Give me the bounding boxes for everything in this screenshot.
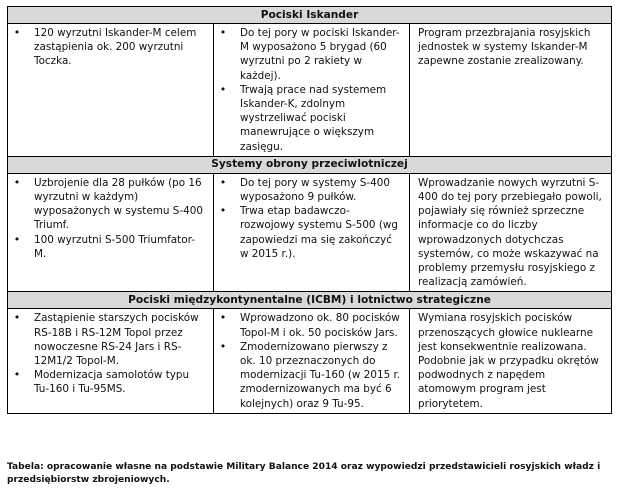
bullet-icon: • <box>13 232 21 246</box>
status-cell <box>214 309 410 413</box>
bullet-list <box>214 309 409 412</box>
list-item-text: 120 wyrzutni Iskander-M celem zastąpienia ok. 200 wyrzutni Toczka. <box>34 27 197 68</box>
list-item <box>214 204 403 261</box>
bullet-icon: • <box>13 26 21 39</box>
section-header-row <box>8 292 612 309</box>
list-item-text: Trwa etap badawczo-rozwojowy systemu S-500 (wg zapowiedzi ma się zakończyć w 2015 r.). <box>240 205 398 260</box>
list-item <box>214 311 403 339</box>
bullet-list <box>8 174 213 263</box>
list-item-text: 100 wyrzutni S-500 Triumfator-M. <box>34 233 195 260</box>
assessment-cell <box>410 24 612 157</box>
assessment-cell <box>410 309 612 413</box>
list-item-text: Zastąpienie starszych pocisków RS-18B i RS-12M Topol przez nowoczesne RS-24 Jars i RS-12M1/2 Topol-M. <box>34 312 199 368</box>
list-item <box>8 368 207 396</box>
weapons-table <box>7 6 612 414</box>
bullet-icon: • <box>219 175 227 189</box>
assessment-text: Wymiana rosyjskich pocisków przenoszących głowice nuklearne jest konsekwentnie realizowana. Podobnie jak w przypadku okrętów podwodnych z napędem atomowym program jest priorytetem. <box>418 312 599 410</box>
bullet-list <box>8 309 213 398</box>
list-item-text: Uzbrojenie dla 28 pułków (po 16 wyrzutni w każdym) wyposażonych w systemu S-400 Triumf. <box>34 176 203 232</box>
list-item-text: Modernizacja samolotów typu Tu-160 i Tu-95MS. <box>34 369 190 396</box>
bullet-icon: • <box>219 26 227 39</box>
plans-cell <box>8 173 214 292</box>
section-title: Systemy obrony przeciwlotniczej <box>8 156 612 173</box>
section-header-row <box>8 156 612 173</box>
bullet-icon: • <box>13 175 21 189</box>
list-item-text: Trwają prace nad systemem Iskander-K, zdolnym wystrzeliwać pociski manewrujące o większym zasięgu. <box>240 83 387 153</box>
section-title: Pociski Iskander <box>8 7 612 24</box>
bullet-icon: • <box>219 311 227 325</box>
bullet-icon: • <box>219 339 227 353</box>
list-item <box>8 233 207 261</box>
section-header-row <box>8 7 612 24</box>
list-item <box>214 176 403 204</box>
bullet-icon: • <box>13 311 21 325</box>
bullet-list <box>8 24 213 71</box>
assessment-text: Wprowadzanie nowych wyrzutni S-400 do tej pory przebiegało powoli, pojawiały się również sprzeczne informacje co do liczby wprowadzonych dotychczas systemów, co może wskazywać na problemy przemysłu rosyjskiego z realizacją zamówień. <box>418 176 602 289</box>
status-cell <box>214 24 410 157</box>
assessment-cell <box>410 173 612 292</box>
plans-cell <box>8 24 214 157</box>
bullet-list <box>214 174 409 263</box>
bullet-list <box>214 24 409 156</box>
section-body-row <box>8 24 612 157</box>
status-cell <box>214 173 410 292</box>
section-body-row <box>8 173 612 292</box>
list-item <box>8 176 207 233</box>
list-item <box>8 26 207 69</box>
list-item <box>214 26 403 83</box>
list-item <box>8 311 207 368</box>
section-title: Pociski międzykontynentalne (ICBM) i lotnictwo strategiczne <box>8 292 612 309</box>
list-item-text: Wprowadzono ok. 80 pocisków Topol-M i ok. 50 pocisków Jars. <box>240 312 400 339</box>
table-caption: Tabela: opracowanie własne na podstawie Military Balance 2014 oraz wypowiedzi przedstawicieli rosyjskich władz i przedsiębiorstw zbrojeniowych. <box>7 462 601 485</box>
plans-cell <box>8 309 214 413</box>
assessment-text: Program przezbrajania rosyjskich jednostek w systemy Iskander-M zapewne zostanie zrealizowany. <box>418 27 591 68</box>
bullet-icon: • <box>219 204 227 218</box>
bullet-icon: • <box>219 82 227 96</box>
list-item-text: Do tej pory w systemy S-400 wyposażono 9 pułków. <box>240 176 390 204</box>
list-item-text: Do tej pory w pociski Iskander-M wyposażono 5 brygad (60 wyrzutni po 2 rakiety w każdej). <box>240 27 400 82</box>
bullet-icon: • <box>13 368 21 382</box>
list-item-text: Zmodernizowano pierwszy z ok. 10 przeznaczonych do modernizacji Tu-160 (w 2015 r. zmodernizowanych ma być 6 kolejnych) oraz 9 Tu-95. <box>240 340 401 410</box>
list-item <box>214 83 403 154</box>
table-body <box>8 7 612 414</box>
section-body-row <box>8 309 612 413</box>
list-item <box>214 340 403 411</box>
